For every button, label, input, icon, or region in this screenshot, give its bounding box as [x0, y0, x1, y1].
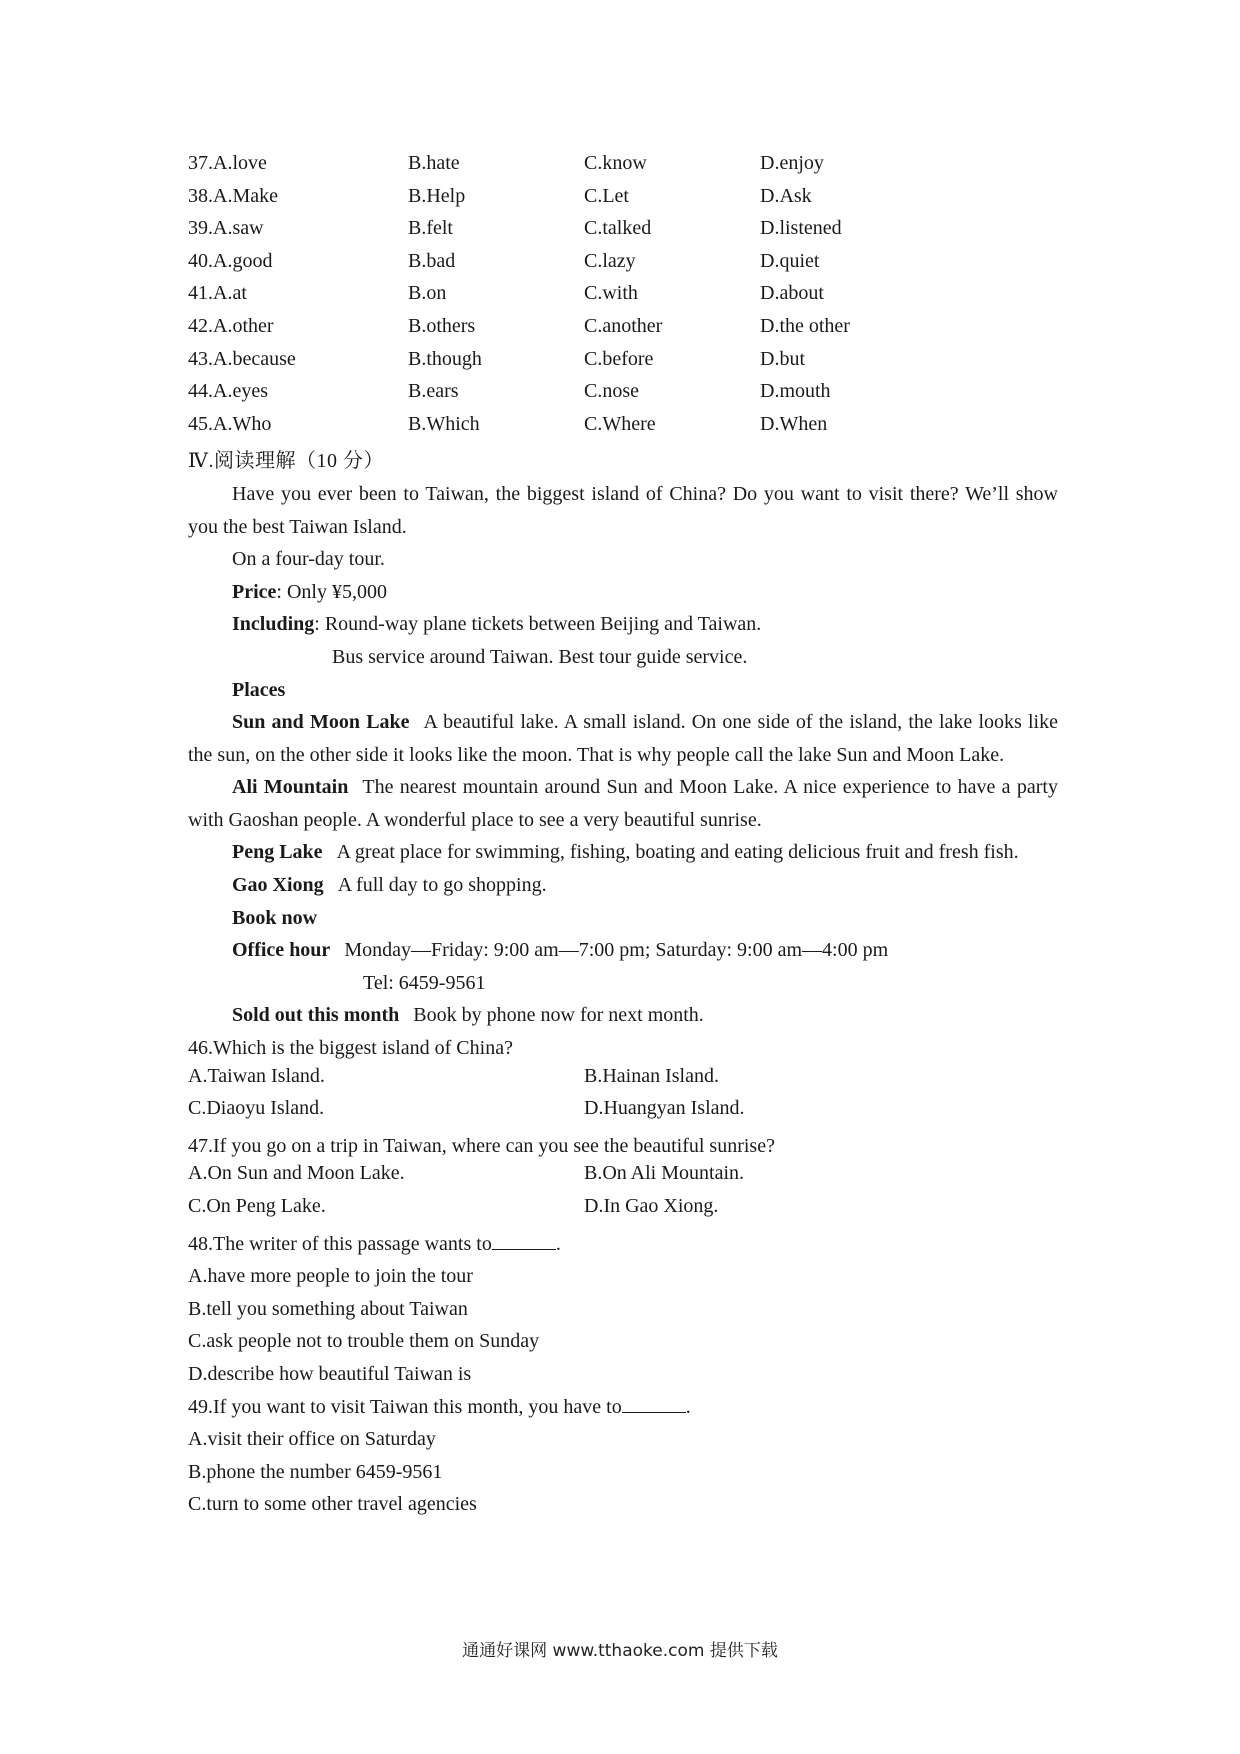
passage-including-2: Bus service around Taiwan. Best tour guide service. — [332, 645, 748, 668]
question-number: 43. — [188, 347, 213, 370]
question-47-options-row-1 — [188, 1162, 1058, 1195]
passage-tour: On a four-day tour. — [232, 548, 385, 571]
sold-out — [188, 999, 1058, 1032]
option-c: C.On Peng Lake. — [188, 1195, 326, 1217]
option-b: B.hate — [408, 152, 460, 174]
question-46-stem: 46.Which is the biggest island of China? — [188, 1037, 513, 1060]
question-48-stem-row: 48.The writer of this passage wants to . — [188, 1228, 1058, 1261]
office-hour — [188, 934, 1058, 967]
cloze-row — [188, 282, 1058, 315]
option-c: C.with — [584, 282, 638, 305]
option-text: A.at — [213, 282, 247, 305]
question-46-options-row-1 — [188, 1065, 1058, 1098]
option-a: A.Taiwan Island. — [188, 1064, 325, 1087]
including-text: : Round-way plane tickets between Beijing and Taiwan. — [314, 613, 762, 636]
option-a — [188, 152, 267, 175]
option-a — [188, 413, 271, 436]
option-a — [188, 315, 274, 338]
option-d: D.Huangyan Island. — [584, 1097, 745, 1120]
option-d: D.the other — [760, 314, 850, 337]
option-c: C.talked — [584, 217, 652, 240]
cloze-row — [188, 250, 1058, 283]
question-number: 38. — [188, 184, 213, 207]
question-number: 37. — [188, 152, 213, 174]
place-name: Gao Xiong — [232, 874, 324, 897]
option-c: C.lazy — [584, 249, 636, 272]
option-b: B.on — [408, 282, 447, 305]
sold-label: Sold out this month — [232, 1004, 400, 1027]
option-a — [188, 217, 264, 240]
place-gao-xiong — [188, 869, 1058, 902]
option-c: C.another — [584, 314, 663, 337]
sold-text: Book by phone now for next month. — [413, 1004, 704, 1027]
place-text: A great place for swimming, fishing, boating and eating delicious fruit and fresh fish. — [336, 841, 1019, 864]
question-number: 42. — [188, 314, 213, 337]
book-now-heading: Book now — [232, 906, 318, 929]
option-text: A.Who — [213, 412, 272, 435]
option-text: A.because — [213, 347, 296, 370]
answer-blank — [622, 1392, 686, 1413]
option-c: C.turn to some other travel agencies — [188, 1493, 477, 1516]
question-number: 44. — [188, 380, 213, 403]
cloze-row — [188, 380, 1058, 413]
answer-blank — [492, 1229, 556, 1250]
passage-intro: Have you ever been to Taiwan, the biggest island of China? Do you want to visit there? We’ll show you the best Taiwan Island. — [188, 482, 1058, 538]
option-b: B.others — [408, 314, 476, 337]
option-c: C.nose — [584, 380, 639, 403]
option-d: D.listened — [760, 217, 842, 240]
option-a — [188, 348, 296, 371]
telephone: Tel: 6459-9561 — [363, 971, 486, 994]
passage-price — [188, 576, 1058, 609]
option-c: C.before — [584, 347, 654, 370]
question-47-stem: 47.If you go on a trip in Taiwan, where can you see the beautiful sunrise? — [188, 1134, 775, 1157]
option-d: D.describe how beautiful Taiwan is — [188, 1362, 472, 1385]
option-b: B.bad — [408, 249, 456, 272]
place-sun-moon-lake — [188, 706, 1058, 771]
option-b: B.Help — [408, 184, 466, 207]
office-text: Monday—Friday: 9:00 am—7:00 pm; Saturday: 9:00 am—4:00 pm — [344, 939, 889, 962]
office-label: Office hour — [232, 939, 331, 962]
places-heading: Places — [232, 678, 286, 701]
cloze-row — [188, 185, 1058, 218]
option-a — [188, 282, 247, 305]
option-a: A.visit their office on Saturday — [188, 1428, 436, 1451]
place-peng-lake — [188, 836, 1058, 869]
option-b: B.phone the number 6459-9561 — [188, 1460, 443, 1483]
cloze-row — [188, 152, 1058, 185]
option-text: A.saw — [213, 217, 264, 240]
including-label: Including — [232, 613, 315, 636]
option-text: A.love — [213, 152, 267, 174]
price-label: Price — [232, 580, 277, 603]
question-number: 40. — [188, 249, 213, 272]
option-d: D.When — [760, 412, 828, 435]
option-d: D.mouth — [760, 380, 831, 403]
cloze-row — [188, 348, 1058, 381]
option-a: A.On Sun and Moon Lake. — [188, 1162, 405, 1185]
question-number: 39. — [188, 217, 213, 240]
option-b: B.Which — [408, 412, 480, 435]
option-d: D.In Gao Xiong. — [584, 1195, 719, 1217]
cloze-options-list — [188, 152, 1058, 445]
option-b: B.On Ali Mountain. — [584, 1162, 745, 1185]
place-text: A full day to go shopping. — [337, 874, 547, 897]
question-48-stem: 48.The writer of this passage wants to — [188, 1232, 492, 1255]
option-b: B.though — [408, 347, 482, 370]
option-c: C.Diaoyu Island. — [188, 1097, 325, 1120]
option-b: B.tell you something about Taiwan — [188, 1297, 468, 1320]
cloze-row — [188, 217, 1058, 250]
question-46-options-row-2 — [188, 1097, 1058, 1130]
place-text: The nearest mountain around Sun and Moon Lake. A nice experience to have a party with Gaoshan people. A wonderful place to see a very beautiful sunrise. — [188, 776, 1058, 831]
cloze-row — [188, 315, 1058, 348]
option-a: A.have more people to join the tour — [188, 1265, 473, 1288]
exam-page — [188, 152, 1058, 1521]
place-ali-mountain — [188, 771, 1058, 836]
option-text: A.other — [213, 314, 274, 337]
option-c: C.Where — [584, 412, 656, 435]
place-name: Peng Lake — [232, 841, 323, 864]
question-47-options-row-2 — [188, 1195, 1058, 1228]
option-d: D.Ask — [760, 184, 812, 207]
option-d: D.enjoy — [760, 152, 824, 174]
page-footer: 通通好课网 www.tthaoke.com 提供下载 — [462, 1641, 778, 1661]
question-49-stem-row: 49.If you want to visit Taiwan this month, you have to . — [188, 1391, 1058, 1424]
cloze-row — [188, 413, 1058, 446]
option-c: C.know — [584, 152, 647, 174]
option-c: C.ask people not to trouble them on Sunday — [188, 1330, 540, 1353]
option-d: D.but — [760, 347, 805, 370]
option-a — [188, 185, 278, 208]
option-b: B.felt — [408, 217, 453, 240]
option-d: D.quiet — [760, 249, 820, 272]
option-b: B.ears — [408, 380, 459, 403]
price-text: : Only ¥5,000 — [276, 580, 387, 603]
question-number: 45. — [188, 412, 213, 435]
option-b: B.Hainan Island. — [584, 1064, 719, 1087]
section-title: Ⅳ.阅读理解（10 分） — [188, 450, 384, 473]
place-text: A beautiful lake. A small island. On one side of the island, the lake looks like the sun, on the other side it looks like the moon. That is why people call the lake Sun and Moon Lake. — [188, 711, 1058, 766]
place-name: Ali Mountain — [232, 776, 349, 799]
option-d: D.about — [760, 282, 824, 305]
option-c: C.Let — [584, 184, 629, 207]
question-49-stem: 49.If you want to visit Taiwan this month, you have to — [188, 1395, 622, 1418]
place-name: Sun and Moon Lake — [232, 711, 410, 734]
option-text: A.good — [213, 249, 273, 272]
option-a — [188, 380, 268, 403]
question-number: 41. — [188, 282, 213, 305]
passage-including — [188, 608, 1058, 641]
option-text: A.eyes — [213, 380, 268, 403]
option-text: A.Make — [213, 184, 278, 207]
option-a — [188, 250, 272, 273]
